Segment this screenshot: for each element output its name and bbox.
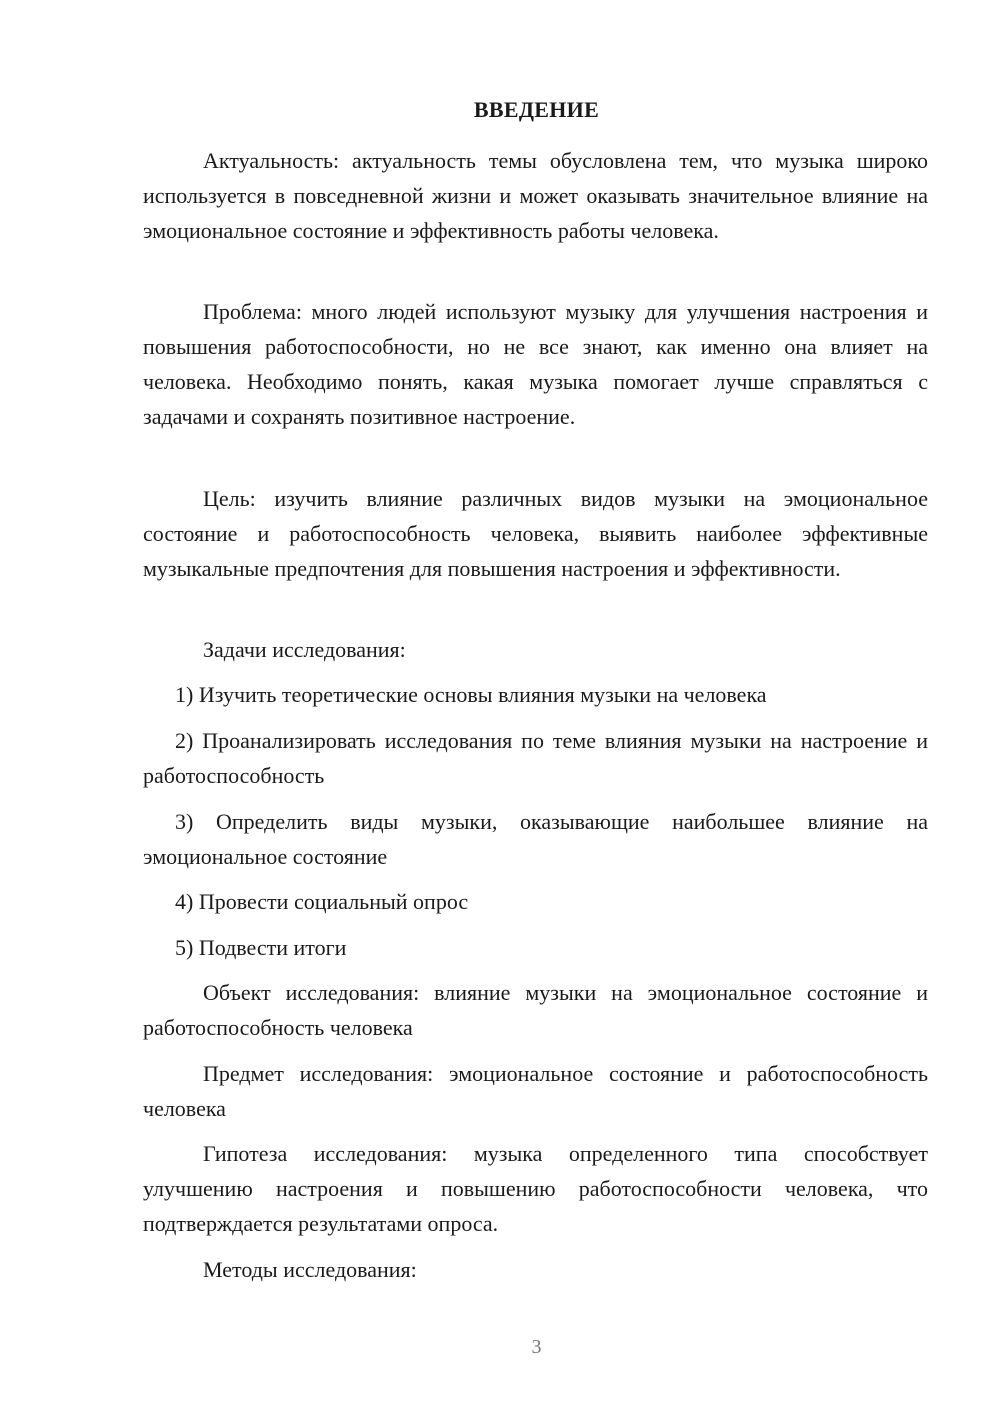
hypothesis-paragraph: Гипотеза исследования: музыка определенного типа способствует улучшению настроения и повышению работоспособности человека, что подтверждается результатами опроса. [143, 1141, 928, 1236]
problem-paragraph: Проблема: много людей используют музыку для улучшения настроения и повышения работоспособности, но не все знают, как именно она влияет на человека. Необходимо понять, какая музыка помогает лучше справляться с задачами и сохранять позитивное настроение. [143, 299, 928, 429]
relevance-paragraph: Актуальность: актуальность темы обусловлена тем, что музыка широко используется в повседневной жизни и может оказывать значительное влияние на эмоциональное состояние и эффективность работы человека. [143, 148, 928, 243]
methods-heading: Методы исследования: [203, 1257, 417, 1282]
task-item-3: 3) Определить виды музыки, оказывающие наибольшее влияние на эмоциональное состояние [143, 809, 928, 869]
task-item-1: 1) Изучить теоретические основы влияния музыки на человека [175, 682, 767, 707]
page-number: 3 [531, 1336, 542, 1358]
goal-paragraph: Цель: изучить влияние различных видов музыки на эмоциональное состояние и работоспособность человека, выявить наиболее эффективные музыкальные предпочтения для повышения настроения и эффективности. [143, 486, 928, 581]
research-subject-paragraph: Предмет исследования: эмоциональное состояние и работоспособность человека [143, 1061, 928, 1121]
page-title: ВВЕДЕНИЕ [473, 97, 600, 122]
research-object-paragraph: Объект исследования: влияние музыки на эмоциональное состояние и работоспособность человека [143, 980, 928, 1040]
task-item-2: 2) Проанализировать исследования по теме влияния музыки на настроение и работоспособность [143, 728, 928, 788]
tasks-heading: Задачи исследования: [203, 637, 406, 662]
task-item-4: 4) Провести социальный опрос [175, 889, 469, 914]
task-item-5: 5) Подвести итоги [175, 935, 347, 960]
